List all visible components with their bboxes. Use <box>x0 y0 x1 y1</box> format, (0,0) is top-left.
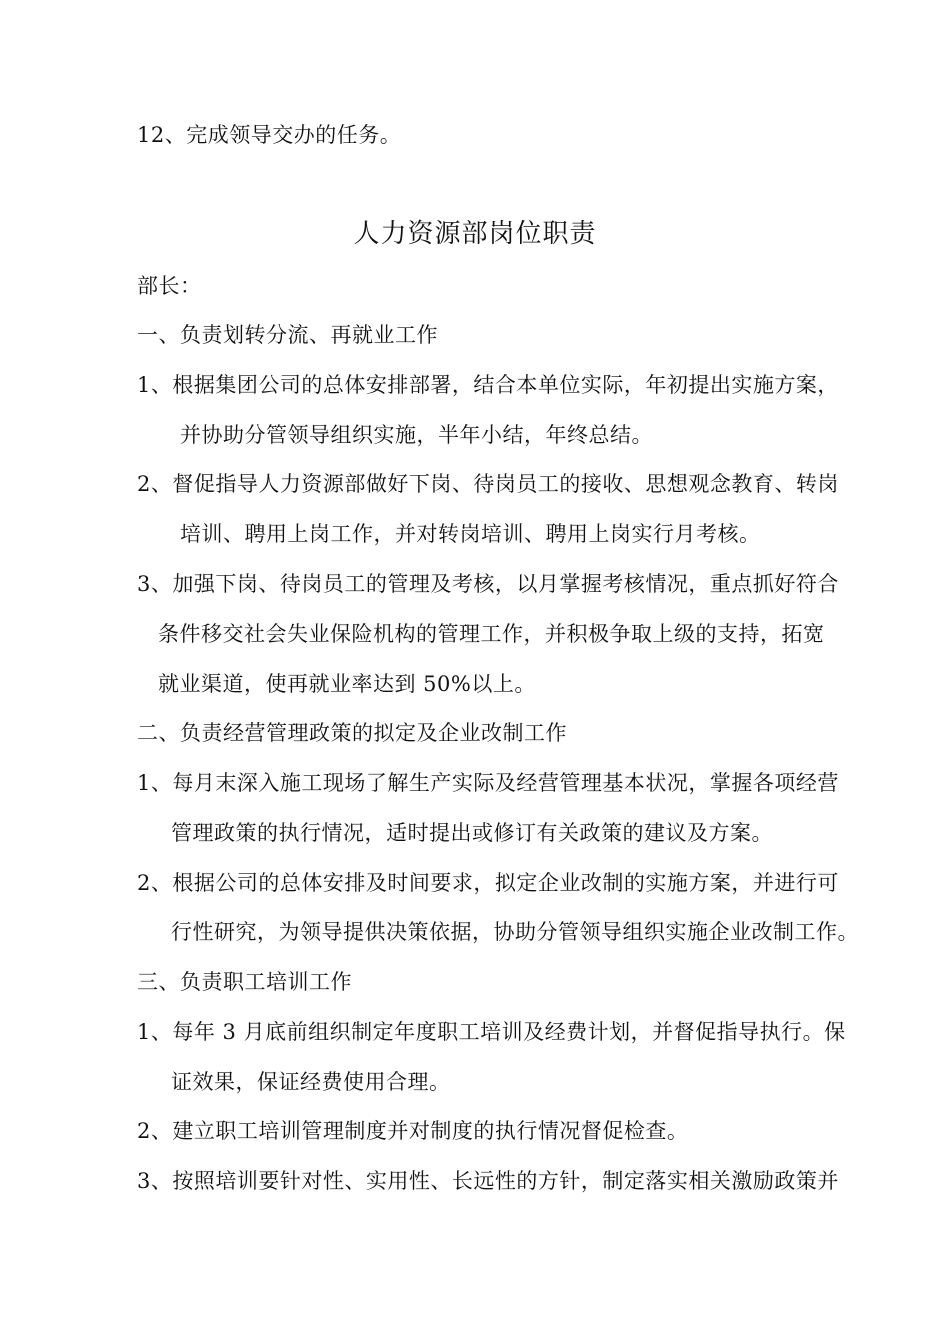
section-1-item-3-line-2: 条件移交社会失业保险机构的管理工作，并积极争取上级的支持，拓宽 <box>158 622 825 646</box>
section-3-item-2: 2、建立职工培训管理制度并对制度的执行情况督促检查。 <box>137 1119 689 1143</box>
role-heading: 部长： <box>137 274 202 298</box>
section-heading-2: 二、负责经营管理政策的拟定及企业改制工作 <box>137 721 567 745</box>
section-2-item-1-line-2: 管理政策的执行情况，适时提出或修订有关政策的建议及方案。 <box>171 821 773 845</box>
section-1-item-3-line-3: 就业渠道，使再就业率达到 50%以上。 <box>158 672 536 696</box>
section-1-item-2-line-1: 2、督促指导人力资源部做好下岗、待岗员工的接收、思想观念教育、转岗 <box>137 472 839 496</box>
previous-item-12: 12、完成领导交办的任务。 <box>137 123 402 147</box>
section-3-item-1-line-1: 1、每年 3 月底前组织制定年度职工培训及经费计划，并督促指导执行。保 <box>137 1020 846 1044</box>
section-1-item-2-line-2: 培训、聘用上岗工作，并对转岗培训、聘用上岗实行月考核。 <box>180 522 761 546</box>
section-heading-3: 三、负责职工培训工作 <box>137 970 352 994</box>
section-1-item-1-line-2: 并协助分管领导组织实施，半年小结，年终总结。 <box>180 423 653 447</box>
section-2-item-2-line-1: 2、根据公司的总体安排及时间要求，拟定企业改制的实施方案，并进行可 <box>137 871 839 895</box>
section-3-item-3-line-1: 3、按照培训要针对性、实用性、长远性的方针，制定落实相关激励政策并 <box>137 1169 839 1193</box>
section-2-item-1-line-1: 1、每月末深入施工现场了解生产实际及经营管理基本状况，掌握各项经营 <box>137 771 839 795</box>
section-1-item-3-line-1: 3、加强下岗、待岗员工的管理及考核，以月掌握考核情况，重点抓好符合 <box>137 572 839 596</box>
section-2-item-2-line-2: 行性研究，为领导提供决策依据，协助分管领导组织实施企业改制工作。 <box>171 920 859 944</box>
section-3-item-1-line-2: 证效果，保证经费使用合理。 <box>171 1070 451 1094</box>
section-1-item-1-line-1: 1、根据集团公司的总体安排部署，结合本单位实际，年初提出实施方案， <box>137 373 839 397</box>
page-title: 人力资源部岗位职责 <box>353 219 597 249</box>
section-heading-1: 一、负责划转分流、再就业工作 <box>137 323 438 347</box>
